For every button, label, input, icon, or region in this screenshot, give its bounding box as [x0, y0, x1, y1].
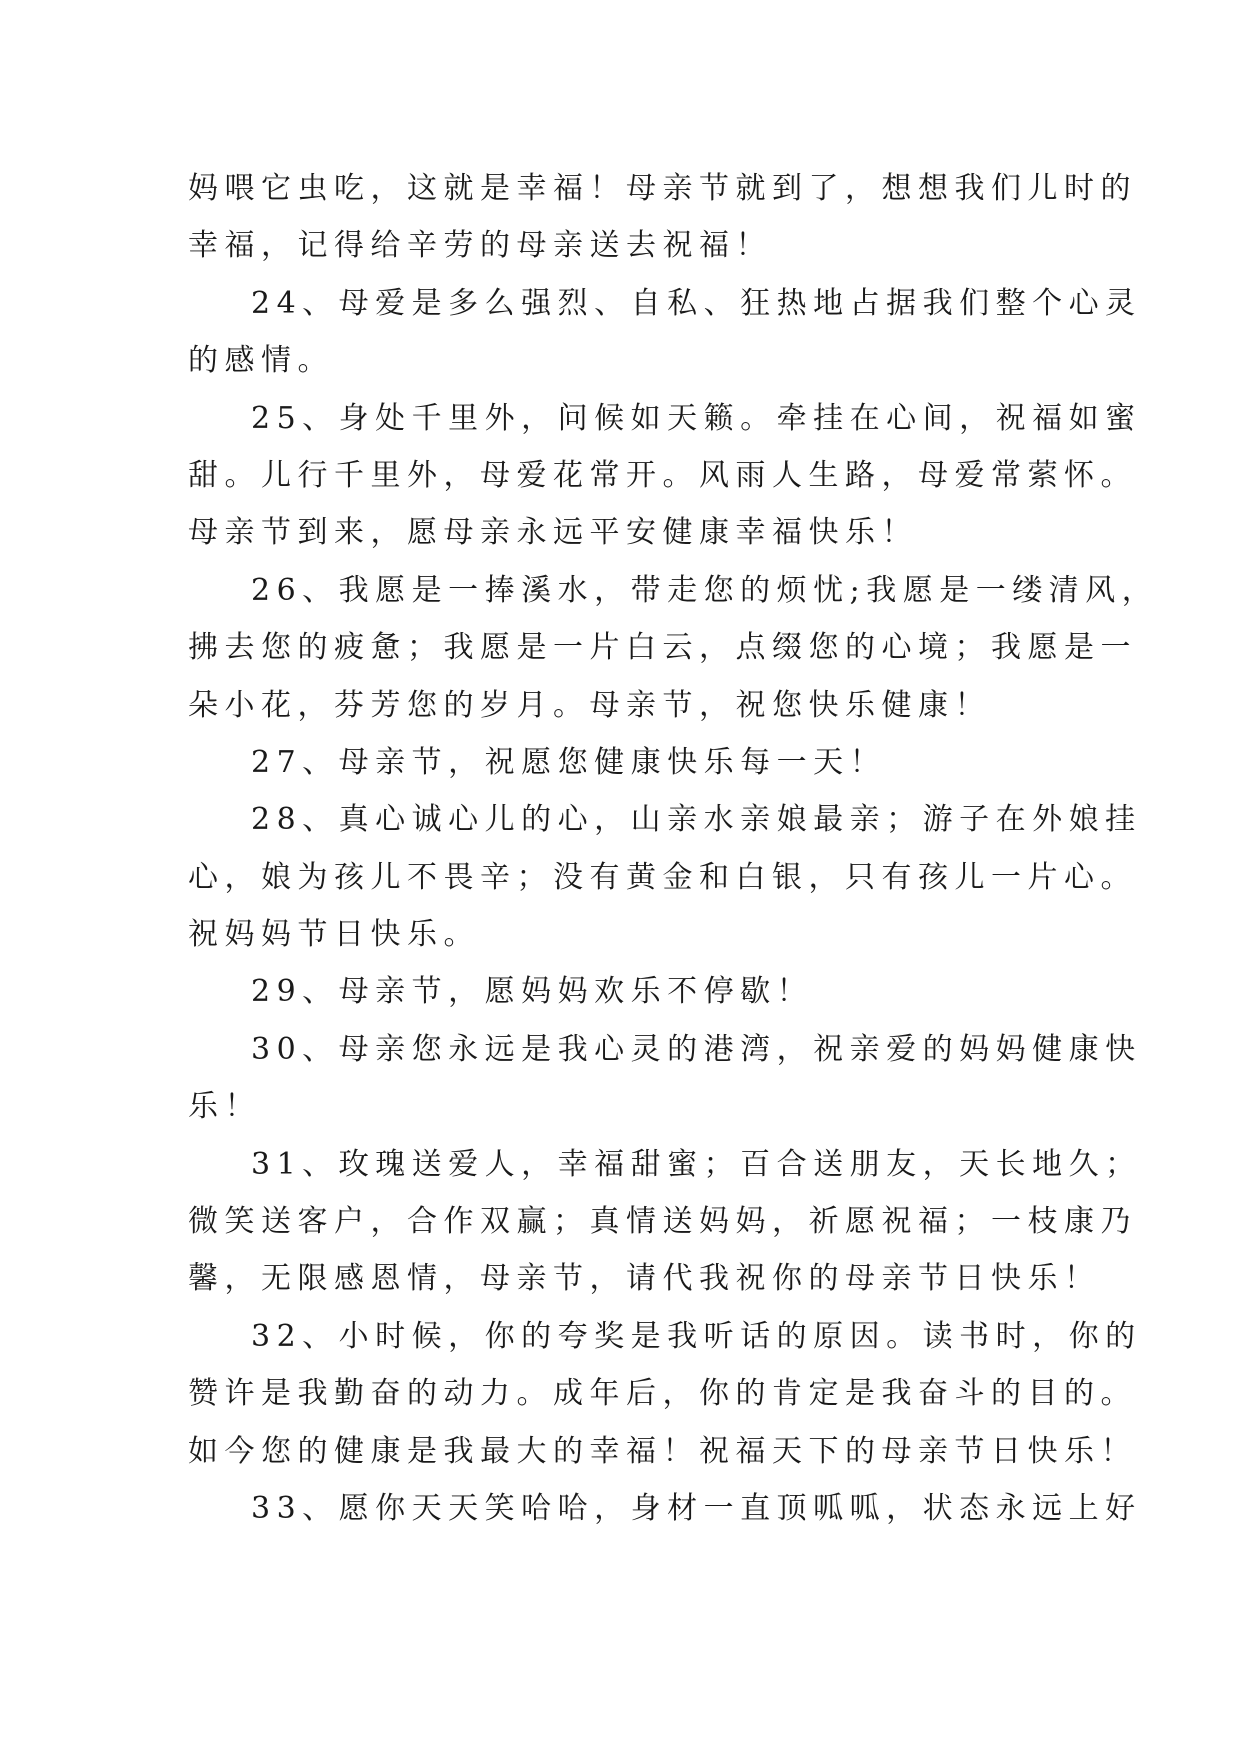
- text-line: 馨，无限感恩情，母亲节，请代我祝你的母亲节日快乐！: [188, 1261, 1101, 1297]
- text-line: 幸福，记得给辛劳的母亲送去祝福！: [188, 228, 772, 264]
- text-line-item-27: 27、母亲节，祝愿您健康快乐每一天！: [251, 744, 887, 780]
- text-line-item-30: 30、母亲您永远是我心灵的港湾，祝亲爱的妈妈健康快: [251, 1031, 1142, 1067]
- text-line: 心，娘为孩儿不畏辛；没有黄金和白银，只有孩儿一片心。: [188, 859, 1137, 895]
- text-line-item-26: 26、我愿是一捧溪水，带走您的烦忧;我愿是一缕清风，: [251, 572, 1159, 608]
- text-line: 如今您的健康是我最大的幸福！祝福天下的母亲节日快乐！: [188, 1433, 1137, 1469]
- text-line: 赞许是我勤奋的动力。成年后，你的肯定是我奋斗的目的。: [188, 1376, 1137, 1412]
- text-line: 的感情。: [188, 343, 334, 379]
- text-line-item-33: 33、愿你天天笑哈哈，身材一直顶呱呱，状态永远上好: [251, 1490, 1142, 1526]
- text-line: 妈喂它虫吃，这就是幸福！母亲节就到了，想想我们儿时的: [188, 171, 1137, 206]
- text-line-item-32: 32、小时候，你的夸奖是我听话的原因。读书时，你的: [251, 1318, 1142, 1354]
- paragraph-text: [188, 160, 1159, 1537]
- text-line-item-29: 29、母亲节，愿妈妈欢乐不停歇！: [251, 974, 814, 1010]
- document-body: [188, 160, 1159, 1537]
- text-line-item-25: 25、身处千里外，问候如天籁。牵挂在心间，祝福如蜜: [251, 400, 1142, 436]
- text-line-item-24: 24、母爱是多么强烈、自私、狂热地占据我们整个心灵: [251, 285, 1142, 321]
- text-line: 甜。儿行千里外，母爱花常开。风雨人生路，母爱常萦怀。: [188, 457, 1137, 493]
- text-line: 乐！: [188, 1089, 261, 1125]
- text-line: 微笑送客户，合作双赢；真情送妈妈，祈愿祝福；一枝康乃: [188, 1204, 1137, 1240]
- text-line-item-31: 31、玫瑰送爱人，幸福甜蜜；百合送朋友，天长地久；: [251, 1146, 1142, 1182]
- text-line: 母亲节到来，愿母亲永远平安健康幸福快乐！: [188, 515, 918, 551]
- text-line-item-28: 28、真心诚心儿的心，山亲水亲娘最亲；游子在外娘挂: [251, 802, 1142, 838]
- text-line: 朵小花，芬芳您的岁月。母亲节，祝您快乐健康！: [188, 687, 991, 723]
- text-line: 祝妈妈节日快乐。: [188, 917, 480, 953]
- text-line: 拂去您的疲惫；我愿是一片白云，点缀您的心境；我愿是一: [188, 630, 1137, 666]
